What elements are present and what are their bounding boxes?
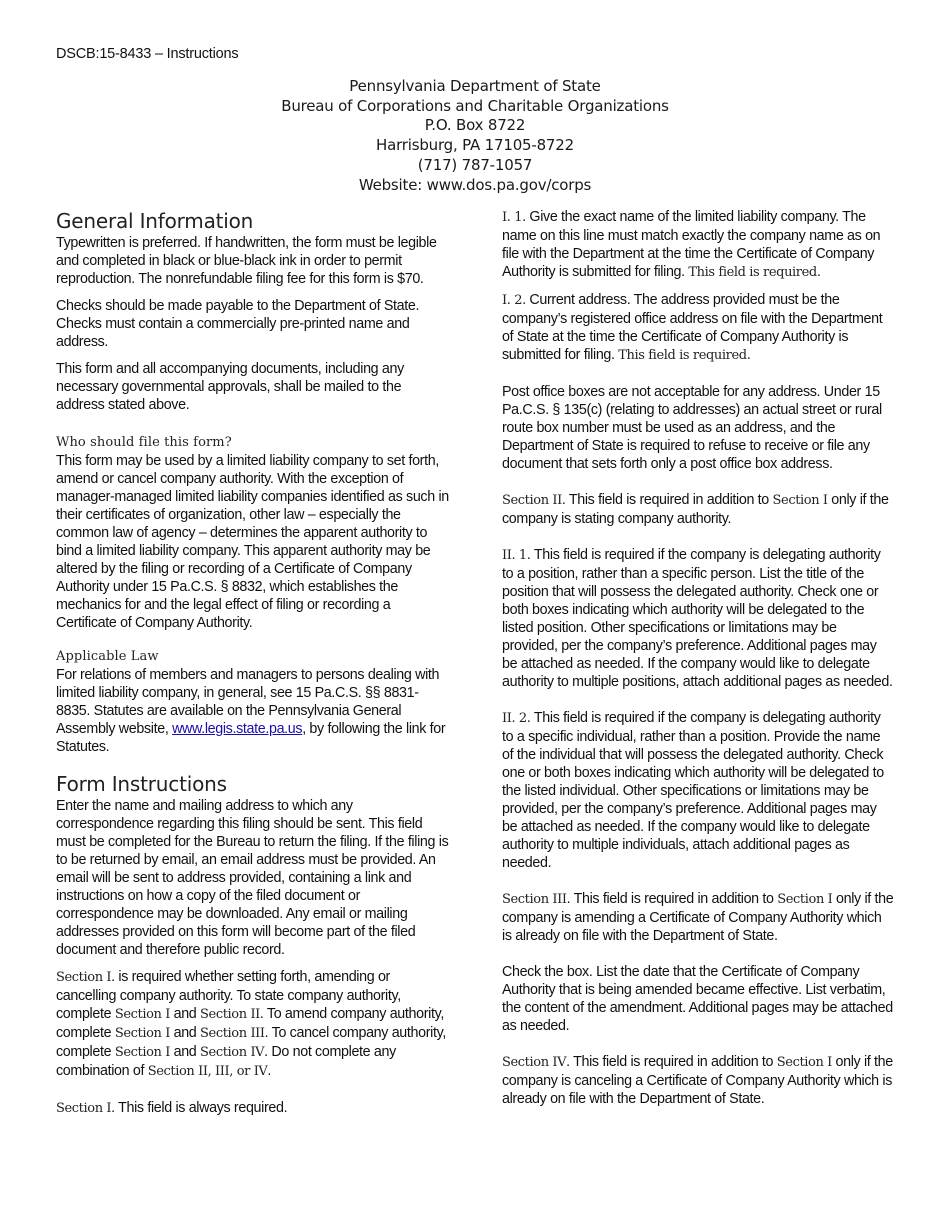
item-ii1-paragraph: II. 1. This field is required if the company is delegating authority to a position, rather than a specific person. List the title of the position that will possess the delegated authority. Check one or both boxes indicating which authority will be delegated to the listed position. Other specifications or limitations may be provided, per the company’s preference. Additional pages may be attached as needed. If the company would like to delegate authority to multiple positions, attach additional pages as needed. [502,547,893,690]
general-information-heading: General Information [56,209,254,233]
section-ii-paragraph: Section II. This field is required in addition to Section I only if the company is stating company authority. [502,492,889,527]
legis-website-link[interactable]: www.legis.state.pa.us [172,721,303,737]
checks-paragraph: Checks should be made payable to the Department of State. Checks must contain a commercially pre-printed name and address. [56,298,420,350]
website: Website: www.dos.pa.gov/corps [358,175,592,194]
filing-fee-paragraph: Typewritten is preferred. If handwritten, the form must be legible and completed in black or blue-black ink in order to permit reproduction. The nonrefundable filing fee for this form is $70. [56,235,437,287]
item-i1-paragraph: I. 1. Give the exact name of the limited liability company. The name on this line must match exactly the company name as on file with the Department at the time the Certificate of Company Authority is submitted for filing. This field is required. [502,209,881,280]
form-instructions-heading: Form Instructions [56,772,227,796]
phone-number: (717) 787-1057 [417,155,533,174]
amendment-instructions-paragraph: Check the box. List the date that the Certificate of Company Authority that is being amended became effective. List verbatim, the content of the amendment. Additional pages may be attached as needed. [502,964,893,1034]
section-overview-paragraph: Section I. is required whether setting forth, amending or cancelling company authority. To state company authority, complete Section I and Section II. To amend company authority, complete Section I and Section III. To cancel company authority, complete Section I and Section IV. Do not complete any combination of Section II, III, or IV. [56,969,446,1079]
left-column [56,208,451,1118]
right-column [502,208,894,1108]
po-box: P.O. Box 8722 [424,116,526,135]
agency-name: Pennsylvania Department of State [349,77,601,95]
item-ii2-paragraph: II. 2. This field is required if the company is delegating authority to a specific individual, rather than a position. Provide the name of the individual that will possess the delegated authority. Check one or both boxes indicating which authority will be delegated to the listed individual. Other specifications or limitations may be provided, per the company’s preference. Additional pages may be attached as needed. If the company would like to delegate authority to multiple individuals, attach additional pages as needed. [502,710,884,871]
who-should-file-text: This form may be used by a limited liability company to set forth, amend or cancel company authority. With the exception of manager-managed limited liability companies identified as such in their certificates of organization, other law – especially the common law of agency – determines the apparent authority to bind a limited liability company. This apparent authority may be altered by the filing or recording of a Certificate of Company Authority under 15 Pa.C.S. § 8832, which establishes the mechanics for and the legal effect of filing or recording a Certificate of Company Authority. [56,453,449,631]
po-box-paragraph: Post office boxes are not acceptable for any address. Under 15 Pa.C.S. § 135(c) (relating to addresses) an actual street or rural route box number must be used as an address, and the Department of State is required to refuse to receive or file any document that sets forth only a post office box address. [502,384,882,472]
section-i-required-paragraph: Section I. This field is always required. [56,1100,288,1116]
bureau-name: Bureau of Corporations and Charitable Organizations [281,96,669,115]
agency-address-block [0,77,950,195]
city-state-zip: Harrisburg, PA 17105-8722 [376,136,574,155]
item-i2-paragraph: I. 2. Current address. The address provided must be the company’s registered office address on file with the Department of State at the time the Certificate of Company Authority is submitted for filing. This field is required. [502,292,883,363]
who-should-file-heading: Who should file this form? [56,435,232,450]
section-iii-paragraph: Section III. This field is required in addition to Section I only if the company is amending a Certificate of Company Authority which is already on file with the Department of State. [502,891,894,944]
applicable-law-heading: Applicable Law [56,649,159,664]
applicable-law-text: For relations of members and managers to persons dealing with limited liability company, in general, see 15 Pa.C.S. §§ 8831-8835. Statutes are available on the Pennsylvania General Assembly website, www.legis.state.pa.us, by following the link for Statutes. [56,667,446,755]
correspondence-paragraph: Enter the name and mailing address to which any correspondence regarding this filing should be sent. This field must be completed for the Bureau to return the filing. If the filing is to be returned by email, an email address must be provided. An email will be sent to address provided, containing a link and instructions on how a copy of the filed document or correspondence may be downloaded. Any email or mailing addresses provided on this form will become part of the filed document and therefore public record. [56,798,449,958]
form-identifier: DSCB:15-8433 – Instructions [56,46,239,62]
mailing-paragraph: This form and all accompanying documents, including any necessary governmental approvals, shall be mailed to the address stated above. [56,361,404,413]
section-iv-paragraph: Section IV. This field is required in addition to Section I only if the company is canceling a Certificate of Company Authority which is already on file with the Department of State. [502,1054,893,1107]
